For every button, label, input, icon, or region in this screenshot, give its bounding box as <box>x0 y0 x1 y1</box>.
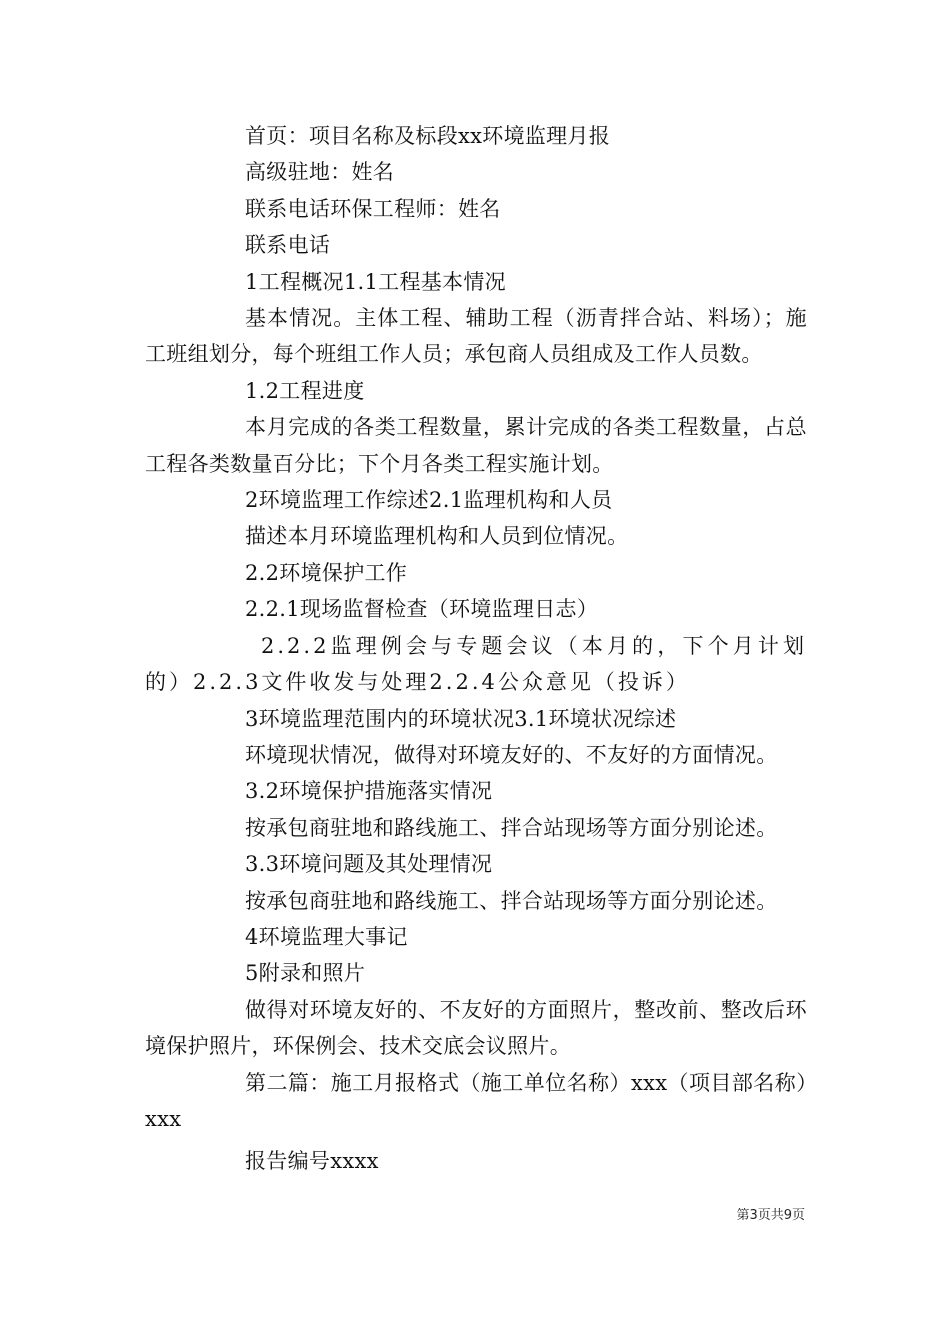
paragraph-1: 首页：项目名称及标段xx环境监理月报 <box>245 124 611 148</box>
paragraph-11: 2.2环境保护工作 <box>245 560 408 585</box>
paragraph-5: 1工程概况1.1工程基本情况 <box>245 269 506 294</box>
paragraph-17: 按承包商驻地和路线施工、拌合站现场等方面分别论述。 <box>245 815 778 840</box>
paragraph-13: 2.2.2监理例会与专题会议（本月的，下个月计划的）2.2.3文件收发与处理2.2.4公众意见（投诉） <box>145 633 807 695</box>
paragraph-9: 2环境监理工作综述2.1监理机构和人员 <box>245 488 613 513</box>
paragraph-24: 报告编号xxxx <box>245 1149 379 1174</box>
paragraph-10: 描述本月环境监理机构和人员到位情况。 <box>245 524 629 549</box>
paragraph-19: 按承包商驻地和路线施工、拌合站现场等方面分别论述。 <box>245 888 778 913</box>
paragraph-20: 4环境监理大事记 <box>245 924 408 949</box>
paragraph-23: 第二篇：施工月报格式（施工单位名称）xxx（项目部名称）xxx <box>145 1070 807 1131</box>
paragraph-14: 3环境监理范围内的环境状况3.1环境状况综述 <box>245 706 677 731</box>
paragraph-8: 本月完成的各类工程数量，累计完成的各类工程数量，占总工程各类数量百分比；下个月各类工程实施计划。 <box>145 415 807 476</box>
paragraph-16: 3.2环境保护措施落实情况 <box>245 779 493 804</box>
paragraph-4: 联系电话 <box>245 233 331 258</box>
paragraph-21: 5附录和照片 <box>245 961 366 986</box>
paragraph-22: 做得对环境友好的、不友好的方面照片，整改前、整改后环境保护照片，环保例会、技术交底会议照片。 <box>145 997 807 1059</box>
paragraph-12: 2.2.1现场监督检查（环境监理日志） <box>245 597 599 622</box>
paragraph-2: 高级驻地：姓名 <box>245 160 395 185</box>
paragraph-3: 联系电话环保工程师：姓名 <box>245 196 501 221</box>
paragraph-6: 基本情况。主体工程、辅助工程（沥青拌合站、料场）；施工班组划分，每个班组工作人员；承包商人员组成及工作人员数。 <box>145 306 807 367</box>
paragraph-15: 环境现状情况，做得对环境友好的、不友好的方面情况。 <box>245 742 778 767</box>
page-number-footer: 第3页共9页 <box>736 1208 805 1223</box>
paragraph-18: 3.3环境问题及其处理情况 <box>245 852 493 877</box>
paragraph-7: 1.2工程进度 <box>245 378 365 403</box>
document-body <box>145 118 807 1180</box>
